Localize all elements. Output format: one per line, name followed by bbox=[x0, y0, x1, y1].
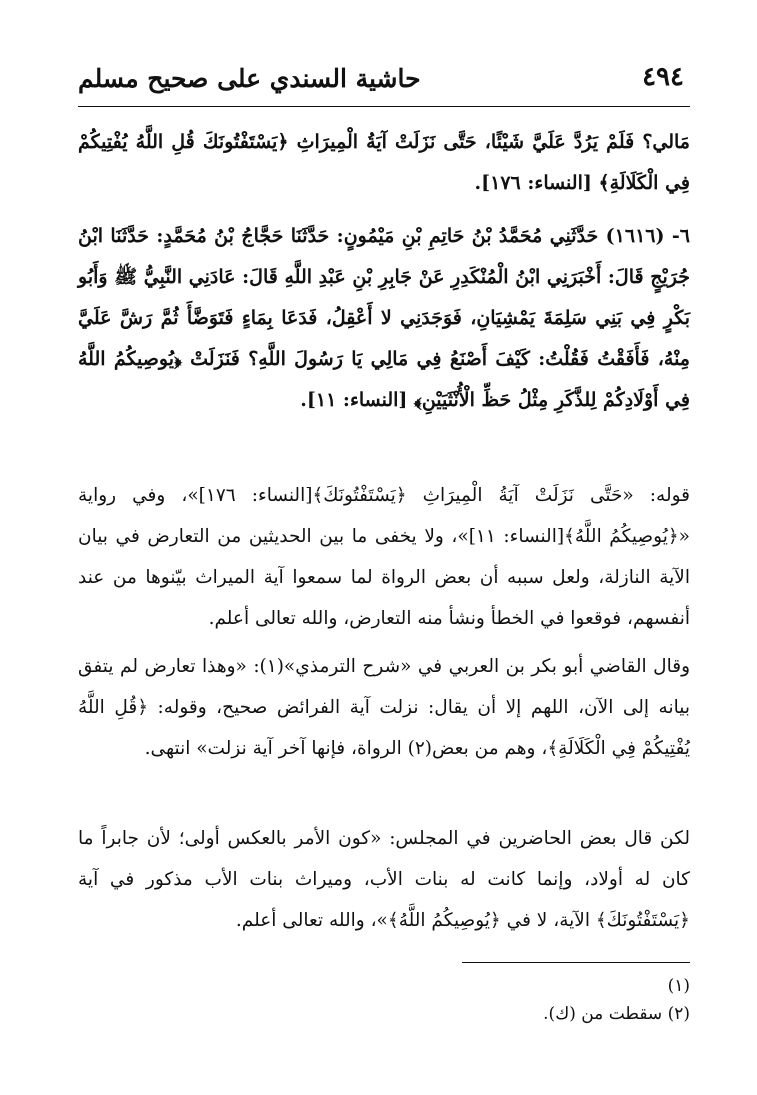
footnote-2: (٢) سقطت من (ك). bbox=[543, 1004, 690, 1024]
footnote-1: (١) bbox=[667, 976, 690, 996]
page-header bbox=[78, 62, 690, 102]
commentary-paragraph-1: قوله: «حَتَّى نَزَلَتْ آيَةُ الْمِيرَاثِ ﴿يَسْتَفْتُونَكَ﴾[النساء: ١٧٦]»، وفي رواية «﴿يُوصِيكُمُ اللَّهُ﴾[النساء: ١١]»، ولا يخفى ما بين الحديثين من التعارض في بيان الآية النازلة، ولعل سببه أن بعض الرواة لما سمعوا آية الميراث بيّنوها من عند أنفسهم، فوقعوا في الخطأ ونشأ منه التعارض، والله تعالى أعلم. bbox=[78, 485, 691, 629]
commentary-paragraph-3: لكن قال بعض الحاضرين في المجلس: «كون الأمر بالعكس أولى؛ لأن جابراً ما كان له أولاد، وإنما كانت له بنات الأب، وميراث بنات الأب مذكور في آية ﴿يَسْتَفْتُونَكَ﴾ الآية، لا في ﴿يُوصِيكُمُ اللَّهُ﴾»، والله تعالى أعلم. bbox=[78, 828, 690, 931]
header-divider bbox=[78, 106, 690, 107]
hadith-continuation: مَالي؟ فَلَمْ يَرُدَّ عَلَيَّ شَيْئًا، حَتَّى نَزَلَتْ آيَةُ الْمِيرَاثِ ﴿يَسْتَفْتُونَكَ قُلِ اللَّهُ يُفْتِيكُمْ فِي الْكَلَالَةِ﴾ [النساء: ١٧٦]. bbox=[78, 131, 690, 194]
commentary-paragraph-2: وقال القاضي أبو بكر بن العربي في «شرح الترمذي»(١): «وهذا تعارض لم يتفق بيانه إلى الآن، اللهم إلا أن يقال: نزلت آية الفرائض صحيح، وقوله: ﴿قُلِ اللَّهُ يُفْتِيكُمْ فِي الْكَلَالَةِ﴾، وهم من بعض(٢) الرواة، فإنها آخر آية نزلت» انتهى. bbox=[78, 656, 690, 759]
running-title: حاشية السندي على صحيح مسلم bbox=[78, 64, 421, 93]
hadith-6: ٦- (١٦١٦) حَدَّثَنِي مُحَمَّدُ بْنُ حَاتِمِ بْنِ مَيْمُونٍ: حَدَّثَنَا حَجَّاجُ بْنُ مُحَمَّدٍ: حَدَّثَنَا ابْنُ جُرَيْجٍ قَالَ: أَخْبَرَنِي ابْنُ الْمُنْكَدِرِ عَنْ جَابِرِ بْنِ عَبْدِ اللَّهِ قَالَ: عَادَنِي النَّبِيُّ ﷺ وَأَبُو بَكْرٍ فِي بَنِي سَلِمَةَ يَمْشِيَانِ، فَوَجَدَنِي لا أَعْقِلُ، فَدَعَا بِمَاءٍ فَتَوَضَّأَ ثُمَّ رَشَّ عَلَيَّ مِنْهُ، فَأَفَقْتُ فَقُلْتُ: كَيْفَ أَصْنَعُ فِي مَالِي يَا رَسُولَ اللَّهِ؟ فَنَزَلَتْ ﴿يُوصِيكُمُ اللَّهُ فِي أَوْلَادِكُمْ لِلذَّكَرِ مِثْلُ حَظِّ الْأُنْثَيَيْنِ﴾ [النساء: ١١]. bbox=[78, 225, 690, 411]
page-number: ٤٩٤ bbox=[642, 62, 684, 92]
footnote-divider bbox=[462, 962, 690, 963]
